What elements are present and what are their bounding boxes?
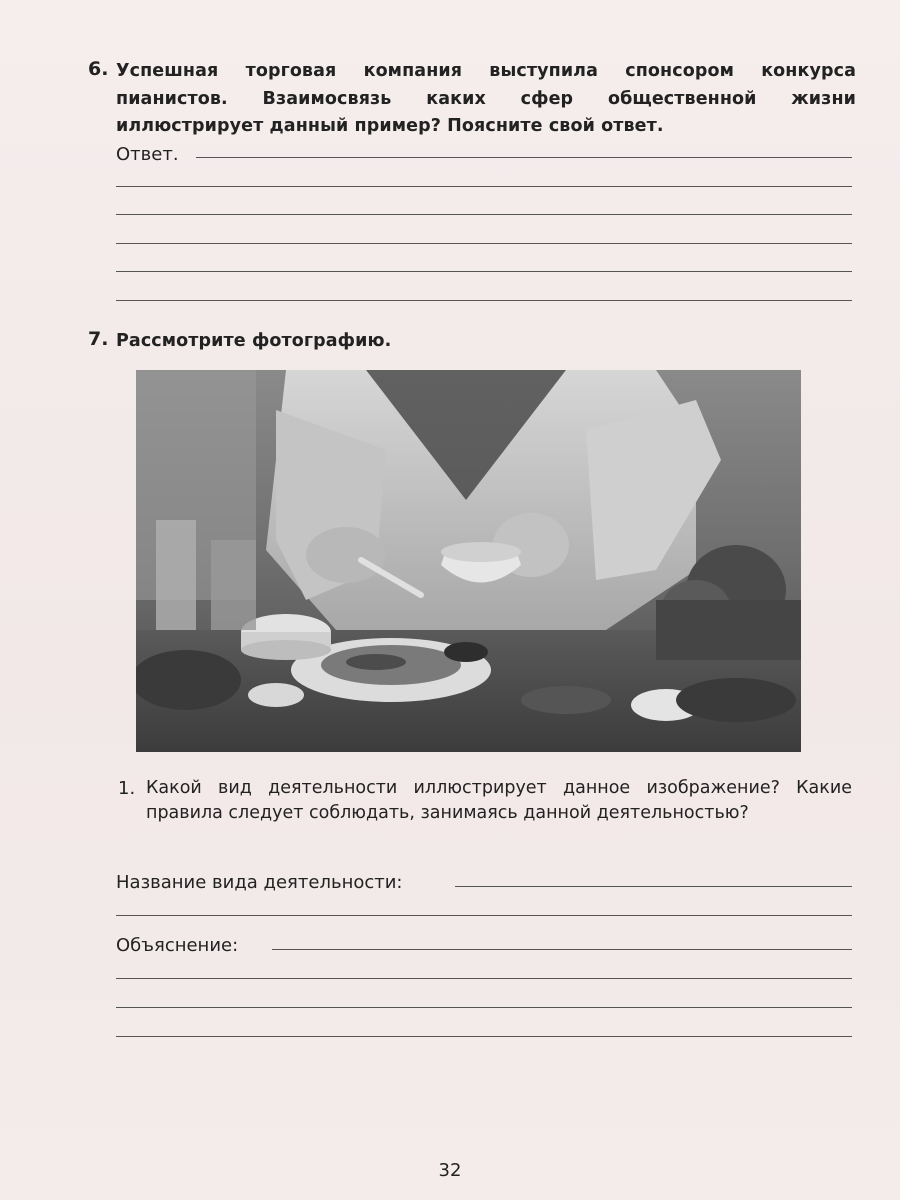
answer-label: Ответ.: [116, 144, 179, 165]
explanation-line[interactable]: [116, 1036, 852, 1037]
answer-line[interactable]: [116, 214, 852, 215]
task-number: 6.: [88, 58, 109, 80]
task-question: Успешная торговая компания выступила спонсором конкурса пианистов. Взаимосвязь каких сфер общественной жизни иллюстрирует данный пример? Поясните свой ответ.: [116, 61, 856, 136]
chef-plating-photo: [136, 370, 801, 752]
task-instruction: Рассмотрите фотографию.: [116, 331, 392, 351]
answer-line[interactable]: [116, 271, 852, 272]
explanation-line[interactable]: [116, 1007, 852, 1008]
activity-answer-line[interactable]: [116, 915, 852, 916]
answer-line[interactable]: [116, 186, 852, 187]
activity-answer-line[interactable]: [455, 886, 852, 887]
subquestion-number: 1.: [118, 778, 136, 799]
explanation-line[interactable]: [272, 949, 852, 950]
explanation-line[interactable]: [116, 978, 852, 979]
answer-line[interactable]: [116, 243, 852, 244]
activity-label: Название вида деятельности:: [116, 872, 403, 893]
answer-line[interactable]: [196, 157, 852, 158]
answer-line[interactable]: [116, 300, 852, 301]
page-number: 32: [438, 1160, 462, 1181]
explanation-label: Объяснение:: [116, 935, 239, 956]
task-number: 7.: [88, 328, 109, 350]
subquestion-text: Какой вид деятельности иллюстрирует данное изображение? Какие правила следует соблюдать, занимаясь данной деятельностью?: [146, 778, 852, 823]
